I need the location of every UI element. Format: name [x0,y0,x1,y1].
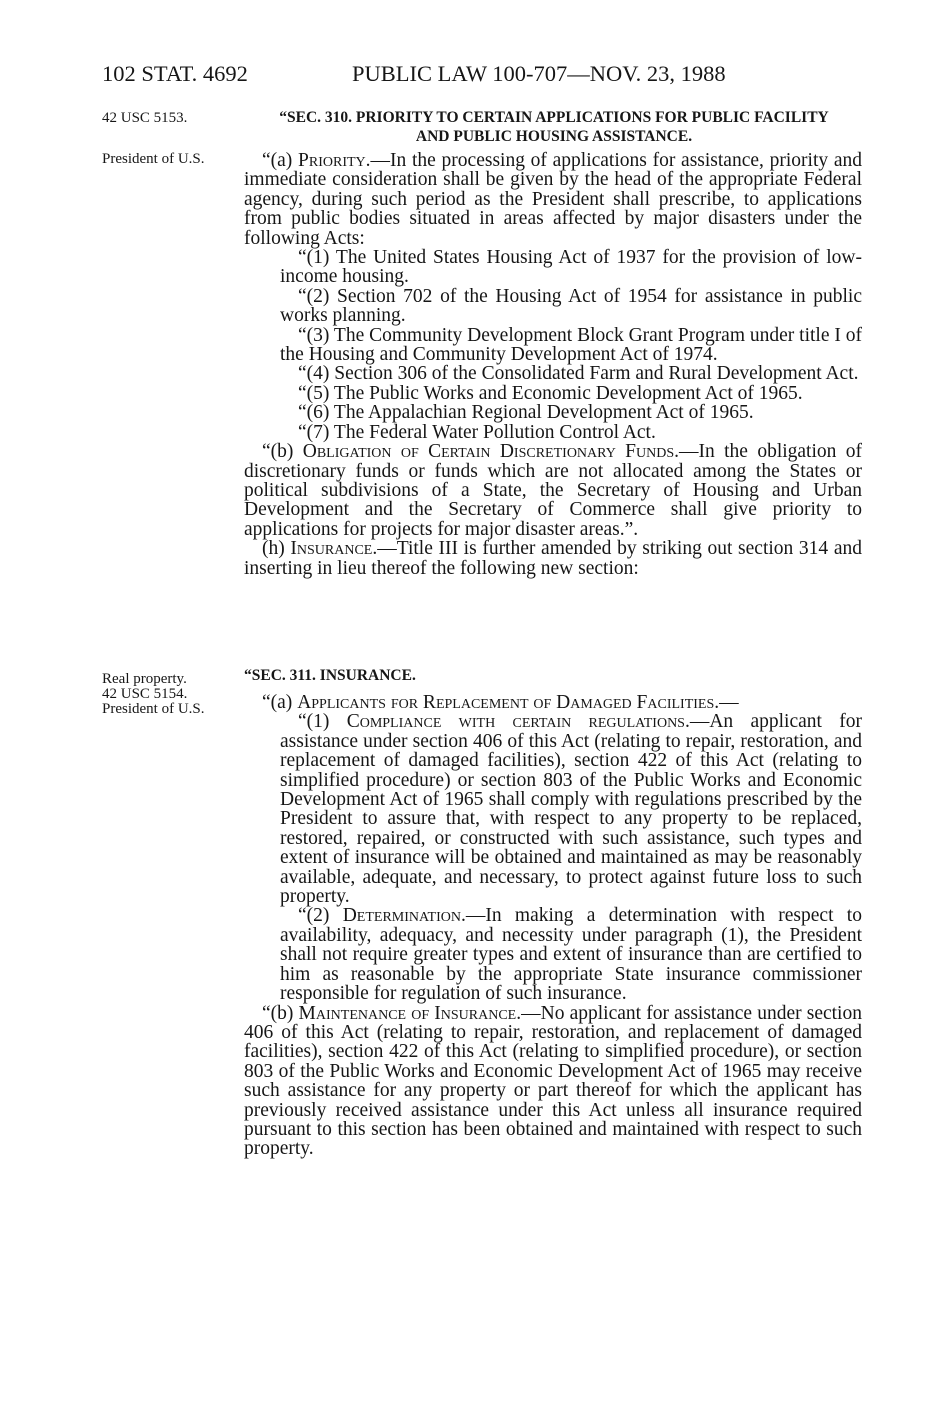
subsection-a-applicants: “(a) Applicants for Replacement of Damaged Facilities.— [262,692,739,713]
running-title: PUBLIC LAW 100-707—NOV. 23, 1988 [352,61,726,86]
section-311-heading: “SEC. 311. INSURANCE. [244,667,416,684]
paragraph-caption: Determination [342,905,461,927]
subsection-caption: Obligation of Certain Discretionary Funds [302,441,675,463]
subsection-h-insurance: (h) Insurance.—Title III is further amended by striking out section 314 and inserting in lieu thereof the following new section: [244,538,862,579]
list-item: “(1) The United States Housing Act of 1937 for the provision of low-income housing. [280,247,862,288]
subsection-b-obligation: “(b) Obligation of Certain Discretionary Funds.—In the obligation of discretionary funds or funds which are not allocated among the States or political subdivisions of a State, the Secretary of Housing and Urban Development and the Secretary of Commerce shall give priority to applications for projects for major disaster areas.”. [244,441,862,540]
margin-note-line: President of U.S. [102,701,205,717]
section-311-body [244,693,862,1159]
paragraph-caption: Compliance with certain regulations [346,711,685,733]
page-header [102,60,862,88]
margin-note-usc-5153: 42 USC 5153. [102,110,188,126]
section-heading-line: “SEC. 310. PRIORITY TO CERTAIN APPLICATIONS FOR PUBLIC FACILITY [279,109,829,126]
section-heading-line: AND PUBLIC HOUSING ASSISTANCE. [415,128,693,145]
list-item: “(6) The Appalachian Regional Development Act of 1965. [298,402,754,424]
section-310-body [244,151,862,578]
page-stat-number: 102 STAT. 4692 [102,61,248,86]
paragraph-1-compliance: “(1) Compliance with certain regulations.—An applicant for assistance under section 406 of this Act (relating to repair, restoration, and replacement of damaged facilities), section 422 of this Act (relating to simplified procedure) or section 803 of the Public Works and Economic Development Act of 1965 shall comply with regulations prescribed by the President to assure that, with respect to any property to be replaced, restored, repaired, or constructed with such assistance, such types and extent of insurance will be obtained and maintained as may be reasonably available, adequate, and necessary, to protect against future loss to such property. [280,711,862,908]
list-item: “(4) Section 306 of the Consolidated Farm and Rural Development Act. [298,363,859,385]
margin-note-line: Real property. [102,671,187,687]
section-310-heading [244,108,864,146]
list-item: “(2) Section 702 of the Housing Act of 1954 for assistance in public works planning. [280,285,862,327]
margin-note-president: President of U.S. [102,151,205,167]
subsection-b-maintenance: “(b) Maintenance of Insurance.—No applicant for assistance under section 406 of this Act (relating to repair, restoration, and replacement of damaged facilities), section 422 of this Act (relating to simplified procedure), or section 803 of the Public Works and Economic Development Act of 1965 may receive such assistance for any property or part thereof for which the applicant has previously received assistance under this Act unless all insurance required pursuant to this section has been obtained and maintained with respect to such property. [244,1002,862,1160]
margin-note-real-property [102,672,242,717]
subsection-caption: Priority [298,150,366,171]
margin-note-line: 42 USC 5154. [102,686,188,702]
list-item: “(7) The Federal Water Pollution Control Act. [298,421,656,443]
subsection-caption: Applicants for Replacement of Damaged Facilities [297,692,715,713]
subsection-caption: Insurance [290,538,373,560]
list-item: “(5) The Public Works and Economic Development Act of 1965. [298,382,803,404]
subsection-a-priority: “(a) Priority.—In the processing of applications for assistance, priority and immediate consideration shall be given by the head of the appropriate Federal agency, during such period as the President shall prescribe, to applications from public bodies situated in areas affected by major disasters under the following Acts: [244,150,862,249]
paragraph-2-determination: “(2) Determination.—In making a determination with respect to availability, adequacy, and necessity under paragraph (1), the President shall not require greater types and extent of insurance than are certified to him as reasonable by the appropriate State insurance commissioner responsible for regulation of such insurance. [280,905,862,1005]
list-item: “(3) The Community Development Block Grant Program under title I of the Housing and Community Development Act of 1974. [280,324,862,366]
subsection-caption: Maintenance of Insurance [298,1002,517,1024]
